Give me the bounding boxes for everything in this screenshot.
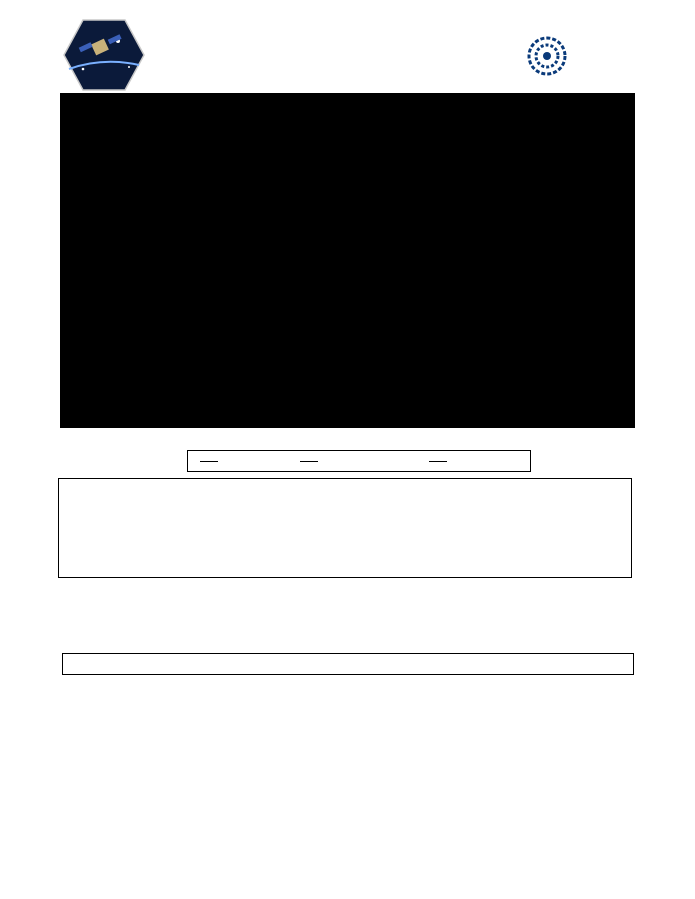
- legend-swatch-fine: [429, 461, 447, 462]
- world-map: [60, 93, 635, 428]
- attitude-legend: [187, 450, 531, 472]
- message-type-legend: [62, 653, 634, 675]
- gps-yticks: [36, 478, 56, 582]
- epop-mission-logo: [63, 19, 145, 91]
- legend-swatch-coarse: [300, 461, 318, 462]
- orbit-track-map: [60, 93, 635, 428]
- esa-logo: [527, 36, 635, 76]
- legend-swatch-unknown: [200, 461, 218, 462]
- gps-locks-plot: [58, 478, 632, 582]
- esa-globe-icon: [527, 36, 567, 76]
- antarctica: [60, 393, 635, 428]
